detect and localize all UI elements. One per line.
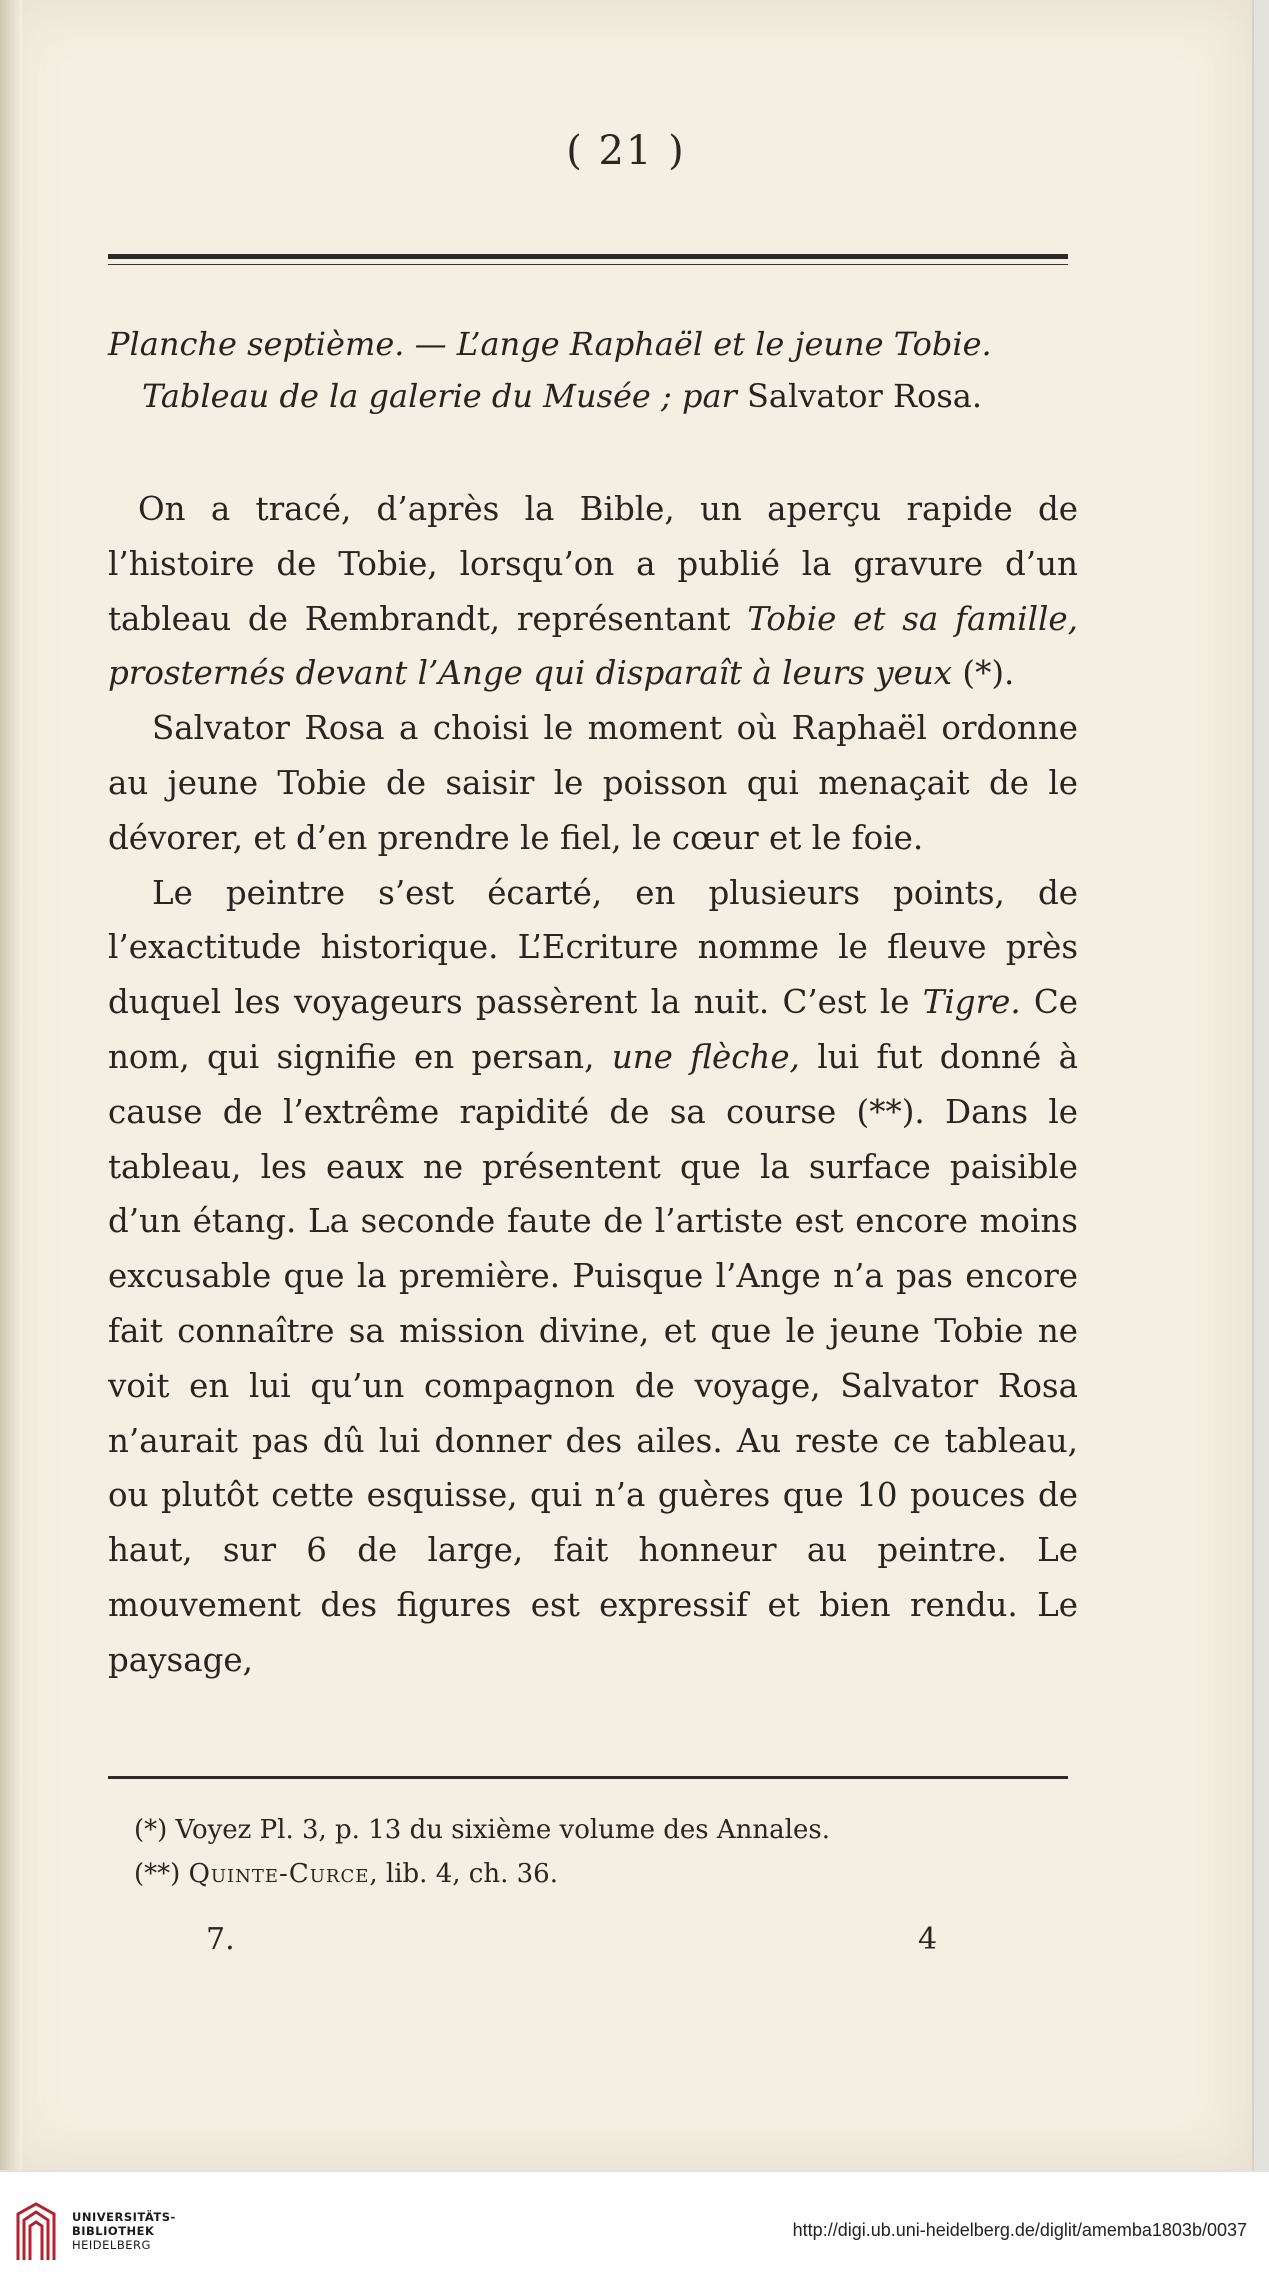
library-name <box>72 2210 176 2252</box>
caption-artist: Salvator Rosa. <box>747 377 983 415</box>
footnotes <box>134 1808 1034 1896</box>
footnote-1: (*) Voyez Pl. 3, p. 13 du sixième volume des Annales. <box>134 1815 830 1845</box>
header-rule-thin <box>108 264 1068 265</box>
page-gutter-shadow <box>0 0 22 2170</box>
paragraph-3-text-b: Ce nom, qui signifie en persan, <box>108 983 1078 1076</box>
library-name-line-3: HEIDELBERG <box>72 2238 151 2252</box>
footnote-2-reference: , lib. 4, ch. 36. <box>369 1859 558 1889</box>
caption-line-2-italic: Tableau de la galerie du Musée ; par <box>142 377 737 415</box>
meaning-italic: une flèche, <box>611 1037 800 1076</box>
river-name: Tigre. <box>922 983 1021 1022</box>
header-rule <box>108 254 1068 259</box>
signature-mark-right: 4 <box>918 1922 938 1957</box>
paragraph-2: Salvator Rosa a choisi le moment où Raphaël ordonne au jeune Tobie de saisir le poisson qui menaçait de le dévorer, et d’en prendre le fiel, le cœur et le foie. <box>108 709 1078 857</box>
caption-line-2 <box>108 370 1088 422</box>
library-name-line-1: UNIVERSITÄTS- <box>72 2210 176 2224</box>
paragraph-1 <box>108 482 1078 701</box>
permalink-url[interactable]: http://digi.ub.uni-heidelberg.de/diglit/amemba1803b/0037 <box>792 2220 1247 2240</box>
library-name-line-2: BIBLIOTHEK <box>72 2224 155 2238</box>
paragraph-1-text: On a tracé, d’après la Bible, un aperçu rapide de l’histoire de Tobie, lorsqu’on a publié la gravure d’un tableau de Rembrandt, représentant <box>108 490 1078 638</box>
footnote-rule <box>108 1776 1068 1779</box>
painting-title: Tobie et sa famille, prosternés devant l’Ange qui disparaît à leurs yeux <box>108 599 1078 693</box>
university-library-logo-icon <box>14 2200 60 2266</box>
paragraph-3 <box>108 866 1078 1688</box>
footnote-2-author: Quinte-Curce <box>188 1859 370 1889</box>
caption-line-1: Planche septième. — L’ange Raphaël et le jeune Tobie. <box>108 325 992 363</box>
paragraph-3-text-c: lui fut donné à cause de l’extrême rapidité de sa course (**). Dans le tableau, les eaux ne présentent que la surface paisible d’un étang. La seconde faute de l’artiste est encore moins excusable que la première. Puisque l’Ange n’a pas encore fait connaître sa mission divine, et que le jeune Tobie ne voit en lui qu’un compagnon de voyage, Salvator Rosa n’aurait pas dû lui donner des ailes. Au reste ce tableau, ou plutôt cette esquisse, qui n’a guères que 10 pouces de haut, sur 6 de large, fait honneur au peintre. Le mouvement des figures est expressif et bien rendu. Le paysage, <box>108 1037 1078 1679</box>
body-text <box>108 482 1078 1688</box>
signature-mark-left: 7. <box>206 1922 235 1957</box>
page-number: ( 21 ) <box>566 128 686 174</box>
footnote-2-marker: (**) <box>134 1859 181 1889</box>
footnote-2 <box>134 1852 1034 1896</box>
footnote-ref-1: (*). <box>962 654 1015 693</box>
paragraph-3-text-a: Le peintre s’est écarté, en plusieurs points, de l’exactitude historique. L’Ecriture nomme le fleuve près duquel les voyageurs passèrent la nuit. C’est le <box>108 873 1078 1022</box>
plate-caption <box>108 318 1088 422</box>
